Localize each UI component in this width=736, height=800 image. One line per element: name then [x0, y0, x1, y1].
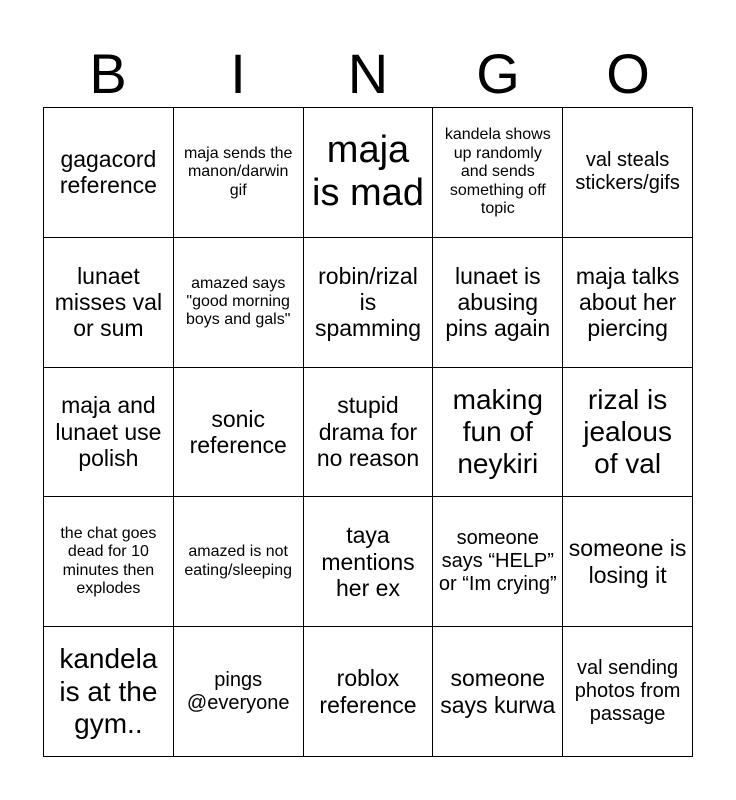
- bingo-cell[interactable]: pings @everyone: [174, 627, 304, 757]
- bingo-cell[interactable]: rizal is jealous of val: [563, 368, 693, 498]
- bingo-cell[interactable]: kandela is at the gym..: [44, 627, 174, 757]
- bingo-cell[interactable]: taya mentions her ex: [304, 497, 434, 627]
- header-letter-o: O: [606, 42, 650, 105]
- bingo-cell[interactable]: maja talks about her piercing: [563, 238, 693, 368]
- bingo-cell[interactable]: stupid drama for no reason: [304, 368, 434, 498]
- bingo-cell[interactable]: someone says “HELP” or “Im crying”: [433, 497, 563, 627]
- bingo-cell[interactable]: making fun of neykiri: [433, 368, 563, 498]
- bingo-cell[interactable]: val sending photos from passage: [563, 627, 693, 757]
- bingo-cell[interactable]: maja is mad: [304, 108, 434, 238]
- bingo-header: [43, 40, 693, 108]
- bingo-cell[interactable]: roblox reference: [304, 627, 434, 757]
- bingo-cell[interactable]: maja sends the manon/darwin gif: [174, 108, 304, 238]
- header-letter-g: G: [476, 42, 520, 105]
- bingo-cell[interactable]: robin/rizal is spamming: [304, 238, 434, 368]
- bingo-cell[interactable]: amazed says "good morning boys and gals": [174, 238, 304, 368]
- bingo-cell[interactable]: kandela shows up randomly and sends something off topic: [433, 108, 563, 238]
- bingo-board: [43, 107, 693, 757]
- header-letter-n: N: [347, 42, 389, 105]
- header-letter-b: B: [89, 42, 127, 105]
- bingo-cell[interactable]: someone is losing it: [563, 497, 693, 627]
- bingo-cell[interactable]: lunaet is abusing pins again: [433, 238, 563, 368]
- bingo-cell[interactable]: gagacord reference: [44, 108, 174, 238]
- header-letter-i: I: [230, 42, 246, 105]
- bingo-cell[interactable]: amazed is not eating/sleeping: [174, 497, 304, 627]
- bingo-cell[interactable]: val steals stickers/gifs: [563, 108, 693, 238]
- bingo-cell[interactable]: the chat goes dead for 10 minutes then explodes: [44, 497, 174, 627]
- bingo-cell[interactable]: sonic reference: [174, 368, 304, 498]
- bingo-cell[interactable]: maja and lunaet use polish: [44, 368, 174, 498]
- bingo-cell[interactable]: someone says kurwa: [433, 627, 563, 757]
- bingo-cell[interactable]: lunaet misses val or sum: [44, 238, 174, 368]
